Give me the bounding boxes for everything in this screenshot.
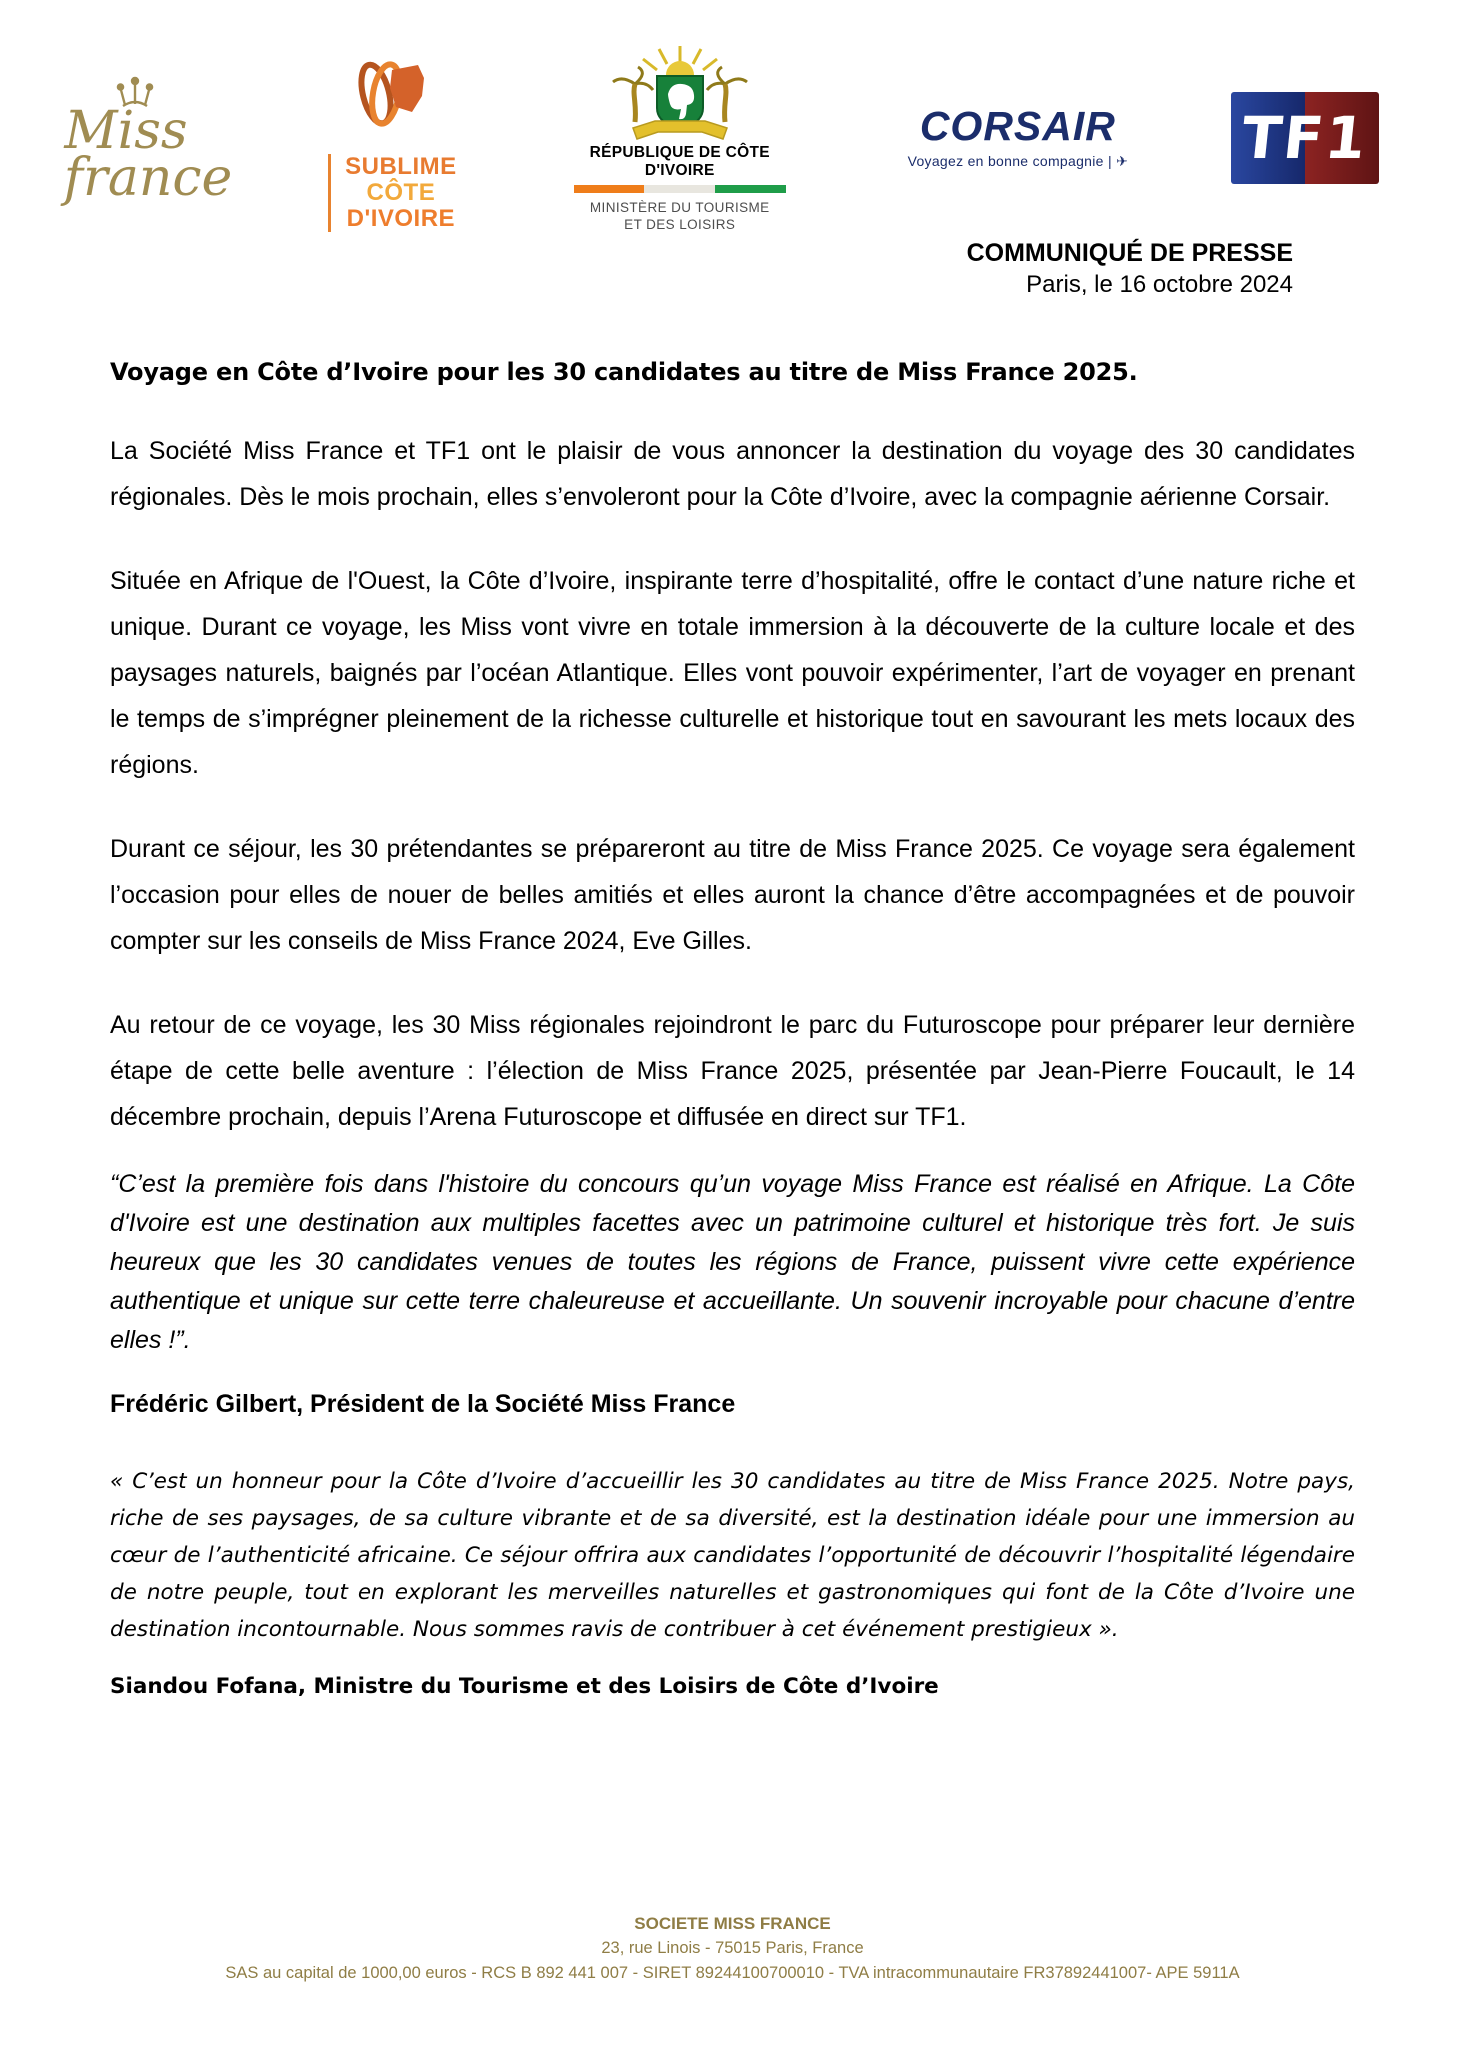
paragraph-3: Durant ce séjour, les 30 prétendantes se prépareront au titre de Miss France 2025. Ce voyage sera également l’occasion pour elles de nouer de belles amitiés et elles auront la chance d’être accompagnées et de pouvoir compter sur les conseils de Miss France 2024, Eve Gilles. (110, 835, 1355, 955)
quote-siandou-fofana: « C’est un honneur pour la Côte d’Ivoire d’accueillir les 30 candidates au titre de Miss France 2025. Notre pays, riche de ses paysages, de sa culture vibrante et de sa diversité, est la destination idéale pour une immersion au cœur de l’authenticité africaine. Ce séjour offrira aux candidates l’opportunité de découvrir l’hospitalité légendaire de notre peuple, tout en explorant les merveilles naturelles et gastronomiques qui font de la Côte d’Ivoire une destination incontournable. Nous sommes ravis de contribuer à cet événement prestigieux ». (110, 1469, 1355, 1642)
footer-address: 23, rue Linois - 75015 Paris, France (601, 1939, 864, 1957)
attribution-frederic-gilbert: Frédéric Gilbert, Président de la Société Miss France (110, 1390, 736, 1418)
ivorian-flag-bar (574, 185, 786, 193)
sublime-line3: D'IVOIRE (346, 204, 456, 232)
corsair-logo (903, 103, 1133, 170)
corsair-wordmark: CORSAIR (919, 103, 1116, 149)
paragraph-4: Au retour de ce voyage, les 30 Miss régionales rejoindront le parc du Futuroscope pour préparer leur dernière étape de cette belle aventure : l’élection de Miss France 2025, présentée par Jean-Pierre Foucault, le 14 décembre prochain, depuis l’Arena Futuroscope et diffusée en direct sur TF1. (110, 1011, 1355, 1131)
airplane-icon: ✈ (1116, 153, 1129, 169)
corsair-separator: | (1107, 153, 1112, 169)
flag-orange-segment (574, 185, 645, 193)
sublime-cote-divoire-logo (328, 44, 457, 232)
footer-company: SOCIETE MISS FRANCE (634, 1914, 831, 1933)
kicker: COMMUNIQUÉ DE PRESSE (966, 239, 1293, 267)
cote-divoire-coat-of-arms-icon (605, 42, 755, 142)
ministry-label (590, 200, 770, 234)
swirl-map-icon (356, 44, 428, 140)
attribution-siandou-fofana: Siandou Fofana, Ministre du Tourisme et des Loisirs de Côte d’Ivoire (110, 1673, 939, 1699)
dateline: Paris, le 16 octobre 2024 (1026, 271, 1293, 298)
paragraph-1: La Société Miss France et TF1 ont le plaisir de vous annoncer la destination du voyage des 30 candidates régionales. Dès le mois prochain, elles s’envoleront pour la Côte d’Ivoire, avec la compagnie aérienne Corsair. (110, 437, 1355, 511)
sublime-line2: CÔTE (366, 179, 436, 207)
footer-legal: SAS au capital de 1000,00 euros - RCS B 892 441 007 - SIRET 89244100700010 - TVA intracommunautaire FR37892441007- APE 5911A (225, 1964, 1240, 1982)
tf1-wordmark: TF1 (1238, 104, 1372, 172)
flag-green-segment (715, 185, 786, 193)
miss-france-logo (40, 74, 233, 208)
press-release-header (110, 236, 1293, 300)
logo-band (40, 52, 1379, 232)
ministry-line2: ET DES LOISIRS (624, 217, 736, 232)
sublime-line1: SUBLIME (345, 153, 457, 181)
tf1-logo (1231, 92, 1379, 184)
france-word: france (63, 148, 233, 208)
document-title: Voyage en Côte d’Ivoire pour les 30 candidates au titre de Miss France 2025. (110, 358, 1138, 386)
ministry-line1: MINISTÈRE DU TOURISME (589, 200, 770, 216)
cote-divoire-government-logo (555, 42, 805, 234)
corsair-tagline (908, 153, 1129, 170)
flag-white-segment (644, 185, 715, 193)
miss-france-wordmark (38, 101, 233, 208)
republique-title: RÉPUBLIQUE DE CÔTE D'IVOIRE (589, 144, 770, 180)
miss-word: Miss (64, 101, 188, 162)
legal-footer (110, 1911, 1355, 2048)
paragraph-2: Située en Afrique de l'Ouest, la Côte d’Ivoire, inspirante terre d’hospitalité, offre le contact d’une nature riche et unique. Durant ce voyage, les Miss vont vivre en totale immersion à la découverte de la culture locale et des paysages naturels, baignés par l’océan Atlantique. Elles vont pouvoir expérimenter, l’art de voyager en prenant le temps de s’imprégner pleinement de la richesse culturelle et historique tout en savourant les mets locaux des régions. (110, 567, 1355, 779)
quote-frederic-gilbert: “C’est la première fois dans l'histoire du concours qu’un voyage Miss France est réalisé en Afrique. La Côte d'Ivoire est une destination aux multiples facettes avec un patrimoine culturel et historique très fort. Je suis heureux que les 30 candidates venues de toutes les régions de France, puissent vivre cette expérience authentique et unique sur cette terre chaleureuse et accueillante. Un souvenir incroyable pour chacune d’entre elles !”. (110, 1170, 1355, 1354)
corsair-tagline-text: Voyagez en bonne compagnie (907, 153, 1104, 169)
sublime-wordmark (328, 154, 457, 232)
